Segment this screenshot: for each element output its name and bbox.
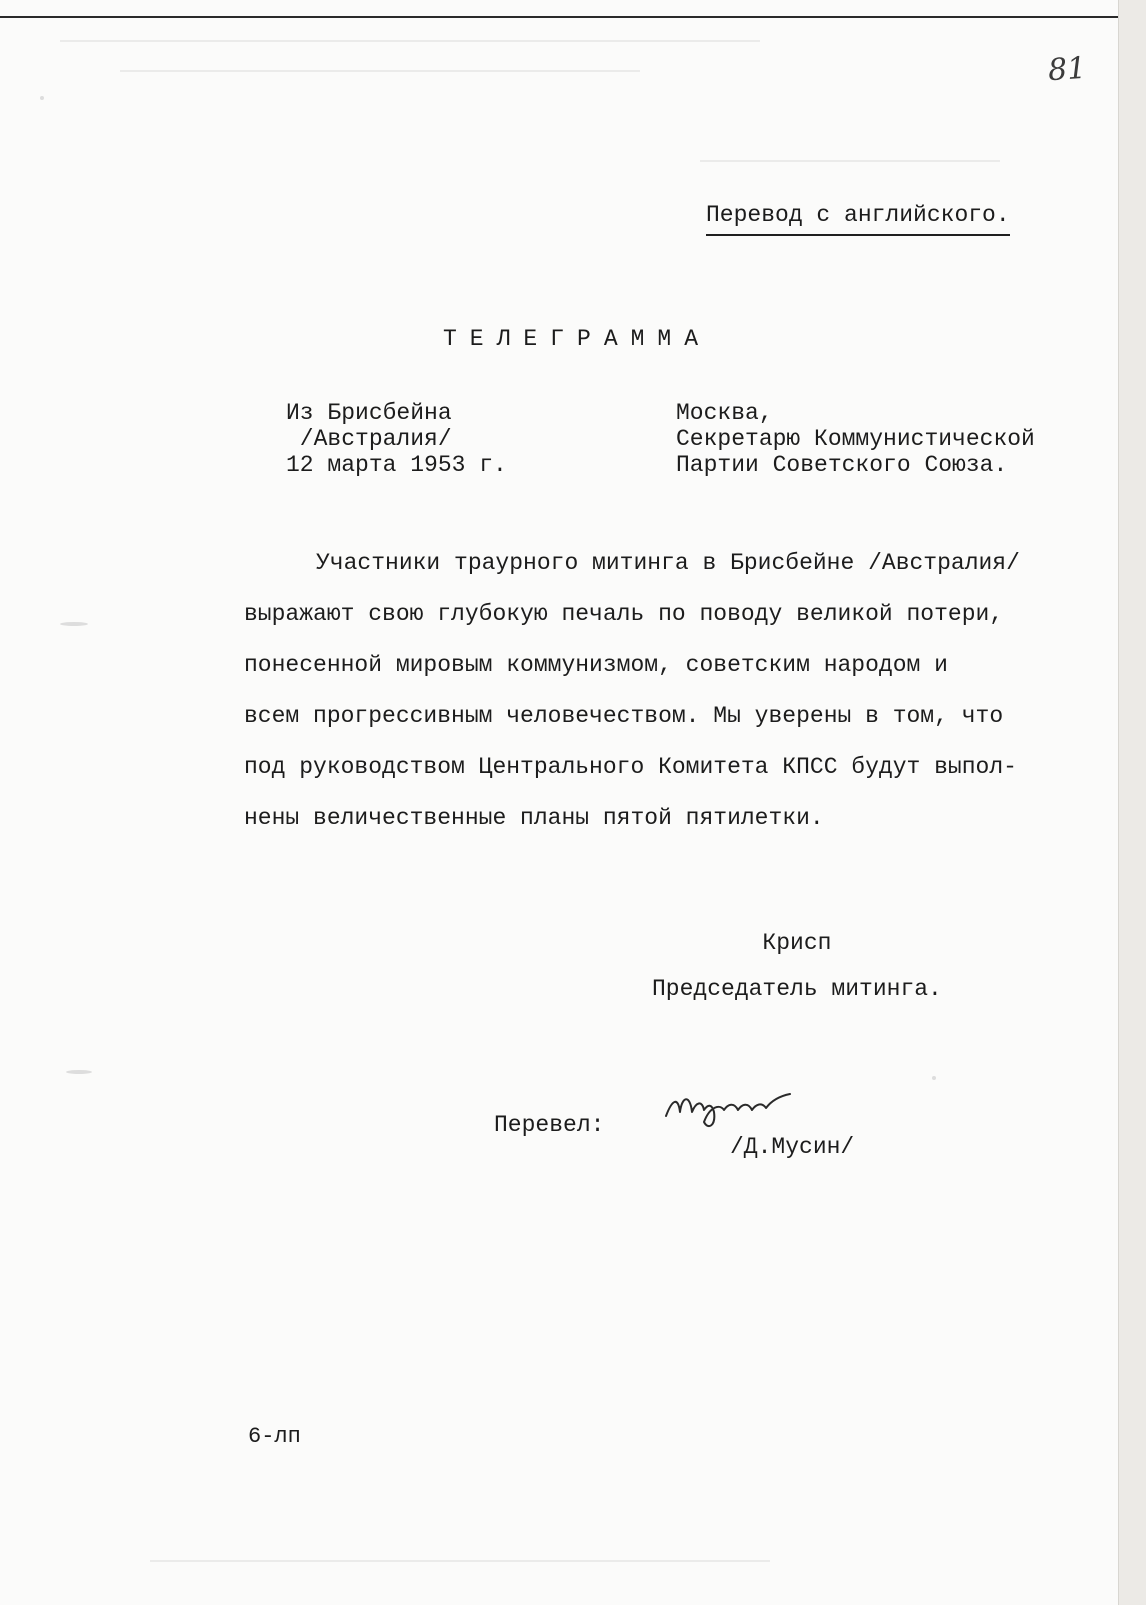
handwritten-signature: [660, 1082, 810, 1132]
recipient-block: [676, 400, 1035, 478]
folio-number: 81: [1046, 50, 1088, 89]
translator-name: /Д.Мусин/: [730, 1134, 855, 1160]
scan-smudge: [66, 1070, 92, 1074]
signer-block: [652, 920, 942, 1012]
scan-smudge: [932, 1076, 936, 1080]
recipient-line: Москва,: [676, 400, 773, 426]
sender-block: [286, 400, 507, 478]
translator-label: Перевел:: [494, 1112, 605, 1138]
telegram-body: [244, 538, 1124, 844]
page-top-edge: [0, 16, 1120, 18]
translation-note: Перевод с английского.: [706, 202, 1010, 236]
body-line: понесенной мировым коммунизмом, советским народом и: [244, 652, 948, 678]
bleed-through-mark: [700, 160, 1000, 162]
body-line: Участники траурного митинга в Брисбейне /Австралия/: [316, 550, 1020, 576]
document-title: ТЕЛЕГРАММА: [443, 326, 712, 352]
bleed-through-mark: [150, 1560, 770, 1562]
body-line: нены величественные планы пятой пятилетки.: [244, 805, 824, 831]
sender-line: /Австралия/: [286, 426, 452, 452]
body-line: под руководством Центрального Комитета КПСС будут выпол-: [244, 754, 1017, 780]
sender-line: 12 марта 1953 г.: [286, 452, 507, 478]
body-line: всем прогрессивным человечеством. Мы уверены в том, что: [244, 703, 1004, 729]
recipient-line: Партии Советского Союза.: [676, 452, 1008, 478]
body-line: выражают свою глубокую печаль по поводу великой потери,: [244, 601, 1004, 627]
bleed-through-mark: [60, 40, 760, 42]
sender-line: Из Брисбейна: [286, 400, 452, 426]
copy-mark: 6-лп: [248, 1424, 301, 1449]
scan-smudge: [60, 622, 88, 626]
scan-smudge: [40, 96, 44, 100]
signer-title: Председатель митинга.: [652, 976, 942, 1002]
signer-name: Крисп: [762, 930, 832, 956]
bleed-through-mark: [120, 70, 640, 72]
recipient-line: Секретарю Коммунистической: [676, 426, 1035, 452]
